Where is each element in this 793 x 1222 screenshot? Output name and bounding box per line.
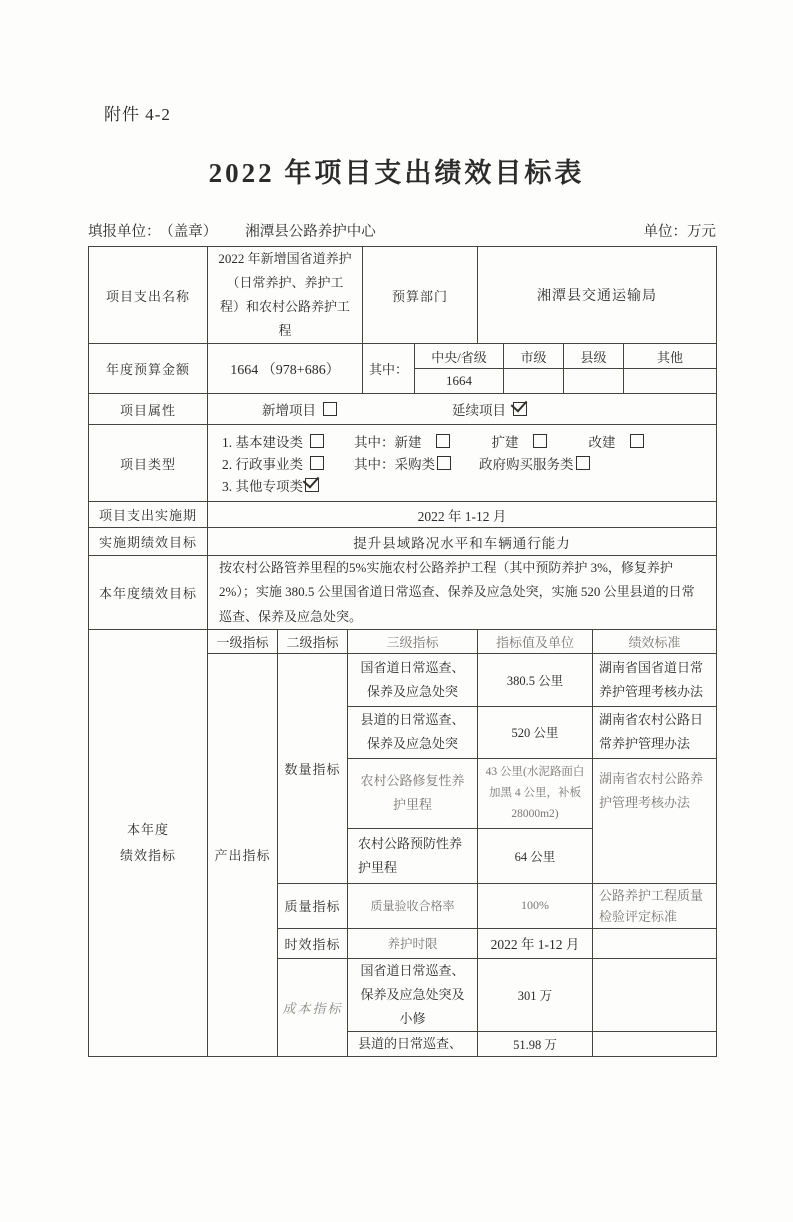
indicator-standard xyxy=(593,958,717,1031)
indicator-value: 2022 年 1-12 月 xyxy=(478,928,593,958)
budget-dept-value: 湘潭县交通运输局 xyxy=(478,247,717,344)
indicator-value: 380.5 公里 xyxy=(478,653,593,706)
among-label: 其中： xyxy=(363,344,415,394)
indicator-standard xyxy=(593,1031,717,1056)
budget-dept-label: 预算部门 xyxy=(363,247,478,344)
type-expand-label: 扩建 xyxy=(491,435,519,450)
budget-level-county: 县级 xyxy=(564,344,624,369)
budget-value-city xyxy=(504,369,564,394)
budget-level-other: 其他 xyxy=(624,344,717,369)
indicator-name: 农村公路修复性养护里程 xyxy=(348,758,478,828)
other-special-checkbox[interactable] xyxy=(305,478,319,492)
type-procurement-label: 其中：采购类 xyxy=(354,457,435,472)
rebuild-checkbox[interactable] xyxy=(630,434,644,448)
indicator-name: 县道的日常巡查、保养及应急处突 xyxy=(348,706,478,758)
continue-project-checkbox[interactable] xyxy=(513,402,527,416)
indicator-section-label-line1: 本年度 xyxy=(126,821,169,837)
indicator-name: 养护时限 xyxy=(348,928,478,958)
budget-value-central: 1664 xyxy=(415,369,504,394)
new-project-checkbox[interactable] xyxy=(323,402,337,416)
indicator-value: 43 公里(水泥路面白加黑 4 公里，补板 28000m2) xyxy=(478,758,593,828)
indicator-standard: 湖南省农村公路养护管理考核办法 xyxy=(593,758,717,883)
level2-quality: 质量指标 xyxy=(278,883,348,928)
level2-quantity: 数量指标 xyxy=(278,653,348,883)
indicator-value: 64 公里 xyxy=(478,828,593,883)
annual-budget-value: 1664 （978+686） xyxy=(208,344,363,394)
indicator-name: 国省道日常巡查、保养及应急处突 xyxy=(348,653,478,706)
budget-level-city: 市级 xyxy=(504,344,564,369)
fill-unit xyxy=(88,220,382,241)
unit-line xyxy=(88,220,716,241)
type-line-1 xyxy=(222,430,712,452)
attribute-label: 项目属性 xyxy=(89,394,208,425)
attachment-label: 附件 4-2 xyxy=(104,105,171,124)
type-label: 项目类型 xyxy=(89,425,208,502)
fill-unit-value: 湘潭县公路养护中心 xyxy=(245,224,376,240)
table-goals xyxy=(88,501,717,630)
option-continue-project xyxy=(452,399,527,419)
table-project-header xyxy=(88,246,717,344)
indicator-value: 100% xyxy=(478,883,593,928)
indicator-value: 51.98 万 xyxy=(478,1031,593,1056)
option-new-project xyxy=(262,399,337,419)
indicator-standard: 湖南省国省道日常养护管理考核办法 xyxy=(593,653,717,706)
attribute-options xyxy=(208,394,717,425)
basic-construction-checkbox[interactable] xyxy=(310,434,324,448)
type-line-3 xyxy=(222,474,712,496)
type-admin-label: 2. 行政事业类 xyxy=(222,457,303,472)
type-basic-label: 1. 基本建设类 xyxy=(222,435,303,450)
indicator-standard xyxy=(593,928,717,958)
annual-goal-value: 按农村公路管养里程的5%实施农村公路养护工程（其中预防养护 3%，修复养护 2%）；实施 380.5 公里国省道日常巡查、保养及应急处突，实施 520 公里县道的日常巡查、保养及应急处突。 xyxy=(208,556,717,630)
newbuild-checkbox[interactable] xyxy=(436,434,450,448)
period-label: 项目支出实施期 xyxy=(89,502,208,528)
type-options xyxy=(208,425,717,502)
seal-note: （盖章） xyxy=(166,224,218,240)
budget-value-county xyxy=(564,369,624,394)
indicator-name: 县道的日常巡查、 xyxy=(348,1031,478,1056)
impl-goal-value: 提升县域路况水平和车辆通行能力 xyxy=(208,528,717,556)
budget-level-central: 中央/省级 xyxy=(415,344,504,369)
option-continue-project-label: 延续项目 xyxy=(452,403,506,418)
level2-cost: 成本指标 xyxy=(278,958,348,1056)
indicator-name: 国省道日常巡查、保养及应急处突及小修 xyxy=(348,958,478,1031)
gov-purchase-checkbox[interactable] xyxy=(576,456,590,470)
type-line-2 xyxy=(222,452,712,474)
header-standard: 绩效标准 xyxy=(593,629,717,653)
indicator-section-label xyxy=(89,629,208,1056)
table-project-attribute xyxy=(88,393,717,425)
annual-budget-label: 年度预算金额 xyxy=(89,344,208,394)
procurement-checkbox[interactable] xyxy=(437,456,451,470)
indicator-value: 301 万 xyxy=(478,958,593,1031)
type-newbuild-label: 其中：新建 xyxy=(354,435,422,450)
indicator-standard: 湖南省农村公路日常养护管理办法 xyxy=(593,706,717,758)
expand-checkbox[interactable] xyxy=(533,434,547,448)
header-level1: 一级指标 xyxy=(208,629,278,653)
annual-goal-label: 本年度绩效目标 xyxy=(89,556,208,630)
table-annual-budget xyxy=(88,343,717,394)
indicator-value: 520 公里 xyxy=(478,706,593,758)
indicator-section-label-line2: 绩效指标 xyxy=(119,847,176,863)
type-gov-purchase-label: 政府购买服务类 xyxy=(479,457,574,472)
project-name-value: 2022 年新增国省道养护（日常养护、养护工程）和农村公路养护工程 xyxy=(208,247,363,344)
header-level2: 二级指标 xyxy=(278,629,348,653)
level1-output: 产出指标 xyxy=(208,653,278,1056)
header-level3: 三级指标 xyxy=(348,629,478,653)
table-indicators xyxy=(88,629,717,1057)
indicator-name: 质量验收合格率 xyxy=(348,883,478,928)
fill-unit-label: 填报单位： xyxy=(88,224,161,240)
header-value: 指标值及单位 xyxy=(478,629,593,653)
impl-goal-label: 实施期绩效目标 xyxy=(89,528,208,556)
table-project-type xyxy=(88,424,717,502)
unit-label: 单位：万元 xyxy=(643,224,716,240)
indicator-name: 农村公路预防性养护里程 xyxy=(348,828,478,883)
budget-value-other xyxy=(624,369,717,394)
type-other-special-label: 3. 其他专项类 xyxy=(222,479,303,494)
period-value: 2022 年 1-12 月 xyxy=(208,502,717,528)
level2-time: 时效指标 xyxy=(278,928,348,958)
page-title: 2022 年项目支出绩效目标表 xyxy=(208,158,585,188)
indicator-standard: 公路养护工程质量检验评定标准 xyxy=(593,883,717,928)
option-new-project-label: 新增项目 xyxy=(262,403,316,418)
admin-checkbox[interactable] xyxy=(310,456,324,470)
project-name-label: 项目支出名称 xyxy=(89,247,208,344)
type-rebuild-label: 改建 xyxy=(588,435,616,450)
